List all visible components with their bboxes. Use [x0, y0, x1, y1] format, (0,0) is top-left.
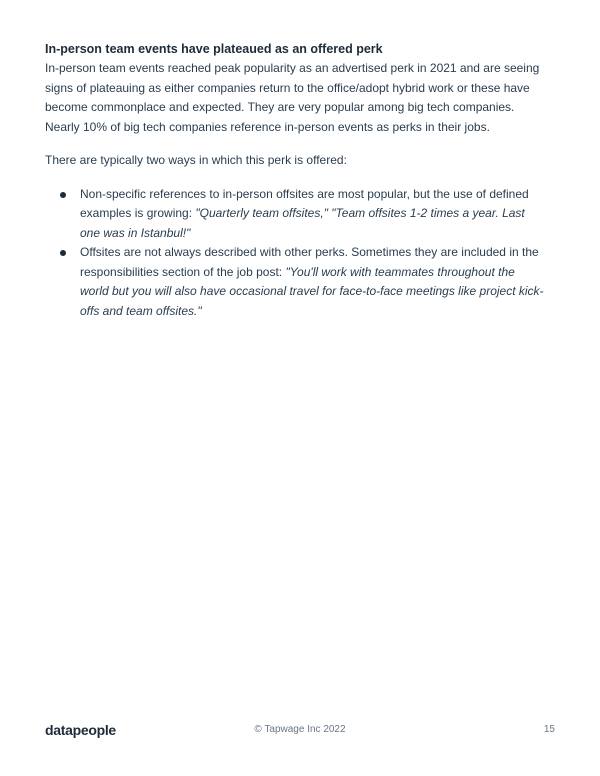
section-heading: In-person team events have plateaued as an offered perk [45, 42, 383, 56]
bullet-text: Offsites are not always described with other perks. Sometimes they are included in the responsibilities section of the job post: [80, 245, 539, 279]
copyright-text: © Tapwage Inc 2022 [254, 724, 346, 735]
bullet-quote: "Quarterly team offsites," [195, 206, 328, 220]
datapeople-logo: datapeople [45, 722, 116, 738]
intro-text: There are typically two ways in which this perk is offered: [45, 153, 347, 167]
list-item [45, 185, 545, 244]
section-paragraph: In-person team events reached peak popularity as an advertised perk in 2021 and are seeing signs of plateauing as either companies return to the office/adopt hybrid work or these have become commonplace and expected. They are very popular among big tech companies. Nearly 10% of big tech companies reference in-person events as perks in their jobs. [45, 61, 540, 134]
bullet-icon [60, 250, 66, 256]
bullet-text: Non-specific references to in-person offsites are most popular, but the use of defined examples is growing: [80, 186, 529, 220]
bullet-icon [60, 192, 66, 198]
bullet-quote: "You'll work with teammates throughout the world but you will also have occasional travel for face-to-face meetings like project kick-offs and team offsites." [80, 264, 544, 318]
page-footer [45, 722, 555, 742]
list-item [45, 243, 545, 321]
bullet-list [45, 185, 545, 322]
page-content [45, 40, 545, 321]
page-number: 15 [543, 724, 555, 735]
bullet-quote: "Team offsites 1-2 times a year. Last one was in Istanbul!" [80, 206, 525, 240]
